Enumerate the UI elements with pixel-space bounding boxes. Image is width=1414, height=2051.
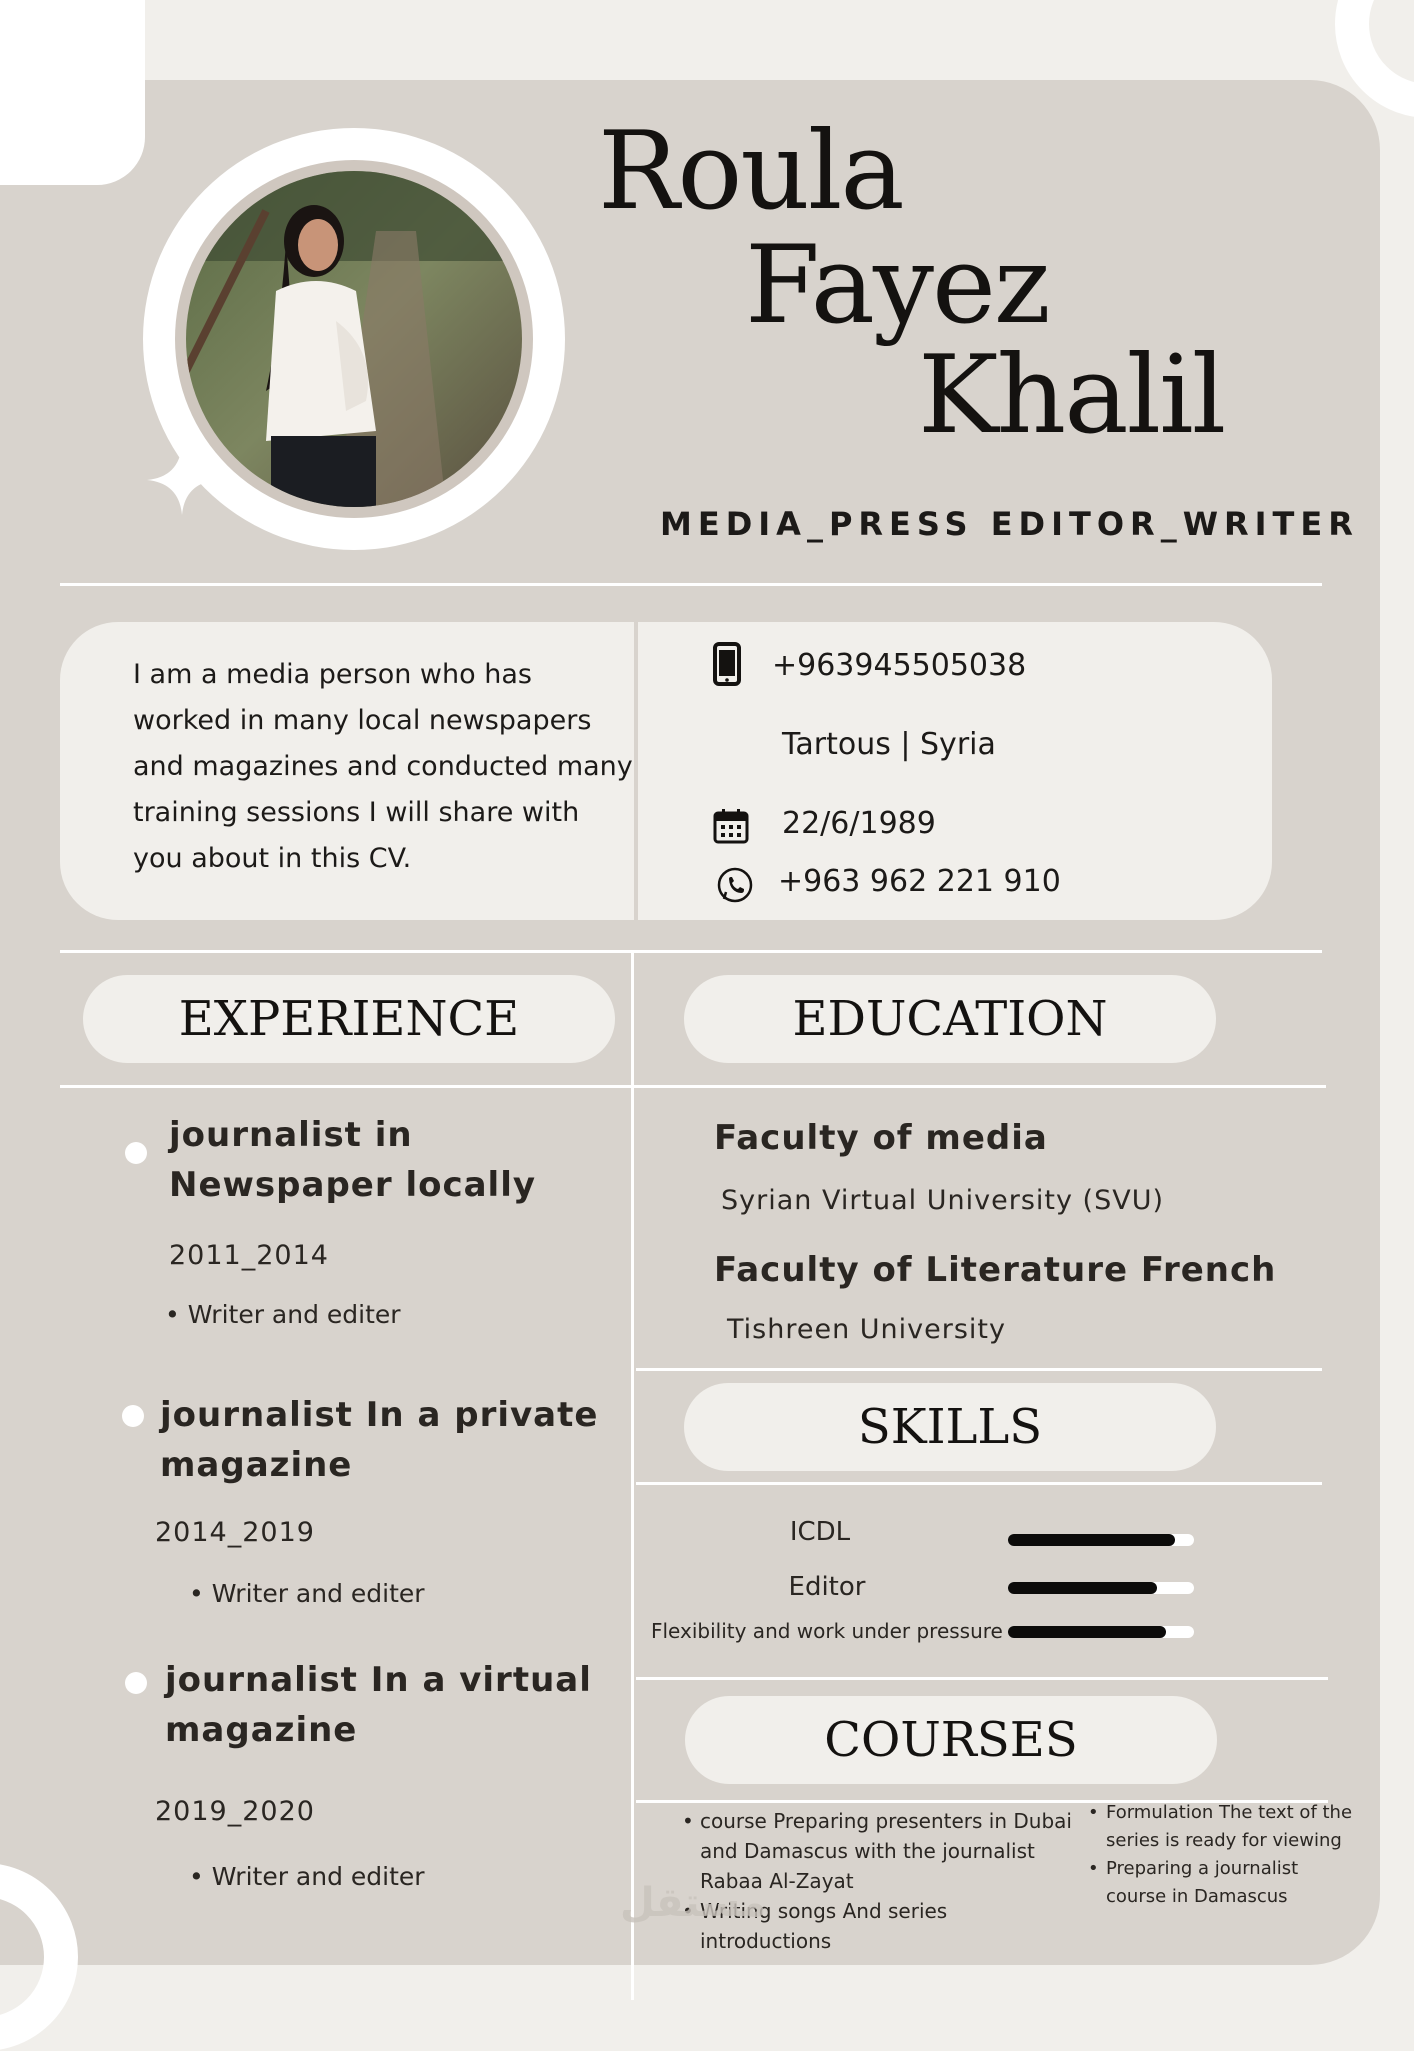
education-degree: Faculty of media [714,1118,1048,1158]
job-role: • Writer and editer [189,1579,425,1608]
job-role: • Writer and editer [189,1862,425,1891]
last-name: Khalil [918,333,1225,458]
birth-date: 22/6/1989 [782,806,936,841]
divider-line [60,583,1322,586]
divider-line [60,1085,1326,1088]
education-heading: EDUCATION [792,991,1108,1047]
skill-bar-fill [1008,1626,1166,1638]
info-divider [634,622,638,920]
courses-heading: COURSES [824,1712,1078,1768]
divider-line [636,1677,1328,1680]
middle-name: Fayez [745,223,1049,348]
skill-bar-fill [1008,1582,1157,1594]
job-years: 2011_2014 [169,1240,329,1271]
course-item: • Writing songs And series introductions [682,1896,1082,1956]
first-name: Roula [598,109,903,234]
education-degree: Faculty of Literature French [714,1250,1277,1290]
job-years: 2019_2020 [155,1796,315,1827]
column-divider [631,952,634,2000]
whatsapp-number: +963 962 221 910 [778,864,1061,899]
calendar-icon [713,808,749,844]
courses-header [685,1696,1217,1784]
corner-tab-decoration [0,0,145,185]
education-school: Syrian Virtual University (SVU) [721,1185,1164,1216]
divider-line [60,950,1322,953]
course-item: • Preparing a journalist course in Damascus [1088,1855,1358,1911]
experience-header [83,975,615,1063]
skill-name: Flexibility and work under pressure [651,1619,1003,1643]
skill-bar [1008,1582,1194,1594]
whatsapp-icon [716,866,754,904]
job-role-text: Writer and editer [211,1862,425,1891]
education-school: Tishreen University [727,1314,1006,1345]
job-title: journalist in Newspaper locally [169,1115,537,1205]
about-text: I am a media person who has worked in many local newspapers and magazines and conducted many training sessions I will share with you about in this CV. [133,659,633,874]
skills-header [684,1383,1216,1471]
skill-name: Editor [788,1572,866,1602]
sparkle-icon [147,445,217,515]
experience-heading: EXPERIENCE [178,991,520,1047]
divider-line [636,1482,1322,1485]
job-title: journalist In a private magazine [160,1395,599,1485]
skills-heading: SKILLS [857,1399,1043,1455]
course-item: • course Preparing presenters in Dubai and Damascus with the journalist Rabaa Al-Zayat [682,1806,1082,1896]
job-role-text: Writer and editer [211,1579,425,1608]
skill-bar [1008,1626,1194,1638]
watermark-logo: مستقل [620,1880,767,1926]
timeline-dot [125,1142,147,1164]
job-role-title: MEDIA_PRESS EDITOR_WRITER [660,505,1359,543]
skill-bar [1008,1534,1194,1546]
job-role: • Writer and editer [165,1300,401,1329]
phone-number: +963945505038 [772,648,1027,683]
phone-icon [713,642,741,686]
job-title: journalist In a virtual magazine [165,1660,592,1750]
courses-list-right [1088,1799,1358,1911]
course-item: • Formulation The text of the series is ready for viewing [1088,1799,1358,1855]
job-years: 2014_2019 [155,1517,315,1548]
location-text: Tartous | Syria [782,727,996,762]
timeline-dot [122,1405,144,1427]
job-role-text: Writer and editer [187,1300,401,1329]
skill-bar-fill [1008,1534,1175,1546]
timeline-dot [125,1672,147,1694]
education-header [684,975,1216,1063]
profile-photo [186,171,522,507]
skill-name: ICDL [789,1517,851,1547]
divider-line [636,1368,1322,1371]
